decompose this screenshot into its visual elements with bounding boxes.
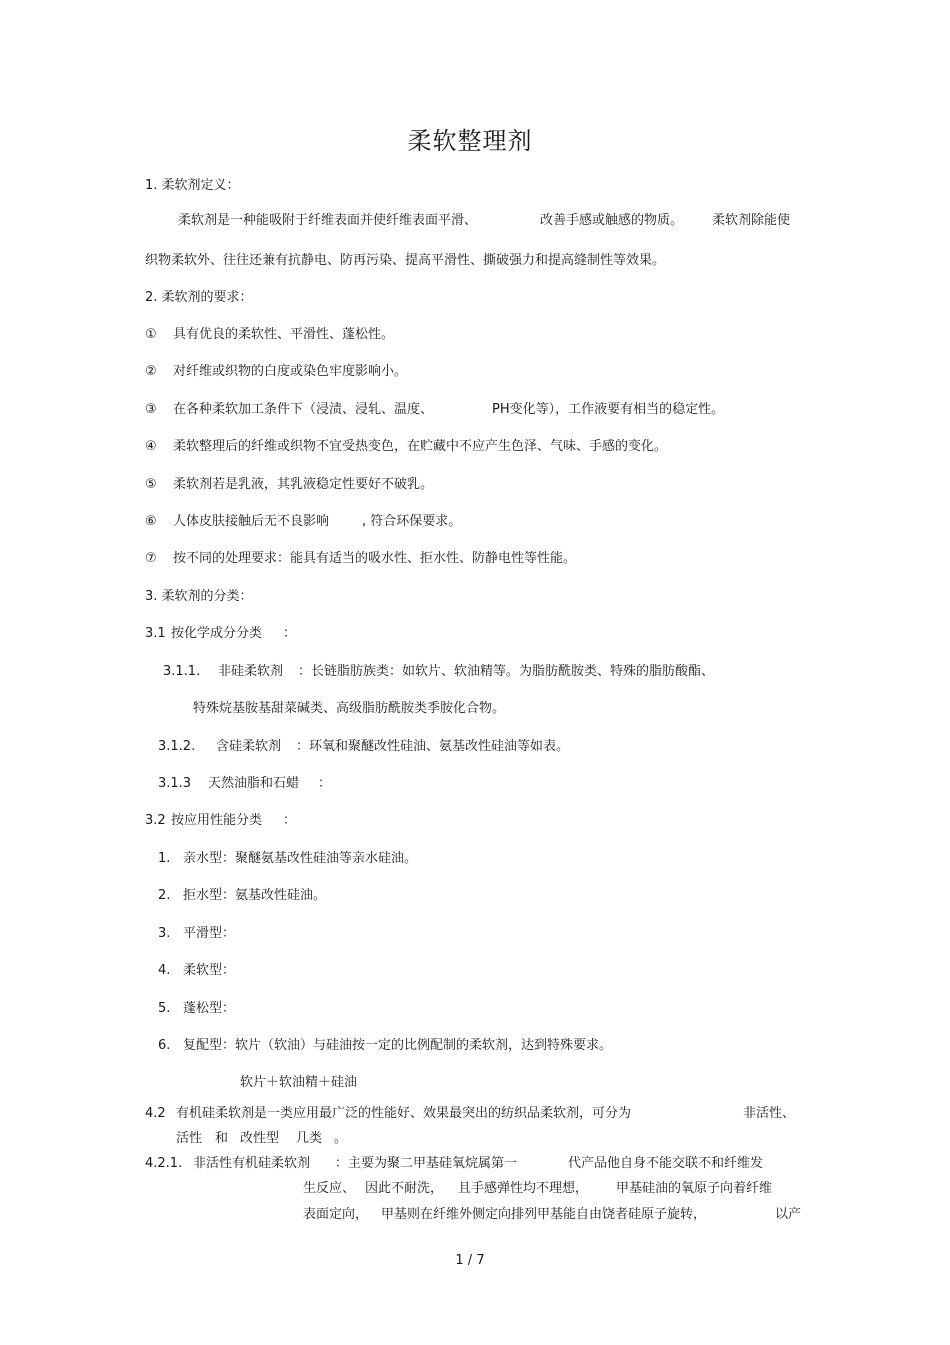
section-4-2-number: 4.2 xyxy=(145,1106,166,1121)
section-4-2-1-text-a: ：主要为聚二甲基硅氧烷属第一 xyxy=(335,1156,518,1171)
section-3-1-2-label: 含硅柔软剂 xyxy=(216,739,282,754)
req-7-number: ⑦ xyxy=(145,551,157,566)
section-4-2-1-line-2-c: 且手感弹性均不理想， xyxy=(458,1181,589,1196)
type-2-text: 拒水型：氨基改性硅油。 xyxy=(183,888,327,903)
section-4-2-1-text-b: 代产品他自身不能交联不和纤维发 xyxy=(568,1156,764,1171)
section-4-2-1-label: 非活性有机硅柔软剂 xyxy=(193,1156,311,1171)
section-3-1-3-number: 3.1.3 xyxy=(158,776,192,791)
section-3-1-heading: 按化学成分分类 xyxy=(171,626,263,641)
document-title: 柔软整理剂 xyxy=(407,127,533,155)
req-4-number: ④ xyxy=(145,439,157,454)
section-1-paragraph-part-c: 柔软剂除能使 xyxy=(712,213,791,228)
section-4-2-line-2-word-1: 活性 xyxy=(176,1131,203,1146)
section-4-2-line-1-a: 有机硅柔软剂是一类应用最广泛的性能好、效果最突出的纺织品柔软剂，可分为 xyxy=(176,1106,632,1121)
section-4-2-line-2-word-2: 和 xyxy=(215,1131,229,1146)
type-6-text: 复配型：软片（软油）与硅油按一定的比例配制的柔软剂，达到特殊要求。 xyxy=(183,1038,613,1053)
section-1-paragraph-part-b: 改善手感或触感的物质。 xyxy=(540,213,684,228)
section-3-1-1-continuation: 特殊烷基胺基甜菜碱类、高级脂肪酰胺类季胺化合物。 xyxy=(193,701,506,716)
section-3-1-2-number: 3.1.2. xyxy=(158,739,196,754)
section-3-1-1-label: 非硅柔软剂 xyxy=(218,664,284,679)
section-3-2-number: 3.2 xyxy=(145,813,166,828)
section-4-2-1-line-2-b: 因此不耐洗， xyxy=(365,1181,444,1196)
section-3-2-colon: ： xyxy=(283,813,297,828)
section-3-1-number: 3.1 xyxy=(145,626,166,641)
type-3-text: 平滑型： xyxy=(183,926,236,941)
req-4-text: 柔软整理后的纤维或织物不宜受热变色，在贮藏中不应产生色泽、气味、手感的变化。 xyxy=(173,439,668,454)
type-1-text: 亲水型：聚醚氨基改性硅油等亲水硅油。 xyxy=(183,851,418,866)
section-4-2-line-2-word-5: 。 xyxy=(334,1131,348,1146)
section-3-heading: 3. 柔软剂的分类： xyxy=(145,589,253,604)
req-7-text: 按不同的处理要求：能具有适当的吸水性、拒水性、防静电性等性能。 xyxy=(173,551,577,566)
section-2-heading: 2. 柔软剂的要求： xyxy=(145,290,253,305)
type-4-number: 4. xyxy=(158,963,171,978)
req-1-number: ① xyxy=(145,327,157,342)
section-1-paragraph-part-a: 柔软剂是一种能吸附于纤维表面并使纤维表面平滑、 xyxy=(178,213,478,228)
req-6-number: ⑥ xyxy=(145,514,157,529)
section-3-1-1-number: 3.1.1. xyxy=(163,664,201,679)
type-2-number: 2. xyxy=(158,888,171,903)
section-4-2-line-2-word-3: 改性型 xyxy=(240,1131,280,1146)
section-4-2-1-number: 4.2.1. xyxy=(145,1156,183,1171)
section-3-1-3-label: 天然油脂和石蜡 xyxy=(208,776,300,791)
section-4-2-line-2-word-4: 几类 xyxy=(296,1131,323,1146)
req-1-text: 具有优良的柔软性、平滑性、蓬松性。 xyxy=(173,327,395,342)
section-4-2-1-line-2-d: 甲基硅油的氧原子向着纤维 xyxy=(616,1181,773,1196)
formula-line: 软片＋软油精＋硅油 xyxy=(240,1075,358,1090)
section-3-1-colon: ： xyxy=(283,626,297,641)
section-1-heading: 1. 柔软剂定义： xyxy=(145,178,240,193)
req-3-number: ③ xyxy=(145,402,157,417)
section-4-2-line-1-b: 非活性、 xyxy=(743,1106,796,1121)
section-3-1-3-colon: ： xyxy=(318,776,332,791)
req-6-text-b: , 符合环保要求。 xyxy=(362,514,462,529)
type-6-number: 6. xyxy=(158,1038,171,1053)
section-4-2-1-line-3-b: 甲基则在纤维外侧定向排列甲基能自由饶者硅原子旋转， xyxy=(381,1207,707,1222)
section-3-1-2-text: ：环氧和聚醚改性硅油、氨基改性硅油等如表。 xyxy=(296,739,570,754)
section-3-1-1-text: ：长链脂肪族类：如软片、软油精等。为脂肪酰胺类、特殊的脂肪酸酯、 xyxy=(298,664,715,679)
req-6-text-a: 人体皮肤接触后无不良影响 xyxy=(173,514,330,529)
type-4-text: 柔软型： xyxy=(183,963,236,978)
section-1-paragraph-line-2: 织物柔软外、往往还兼有抗静电、防再污染、提高平滑性、撕破强力和提高缝制性等效果。 xyxy=(145,253,666,268)
type-3-number: 3. xyxy=(158,926,171,941)
page-number: 1 / 7 xyxy=(455,1253,485,1268)
type-1-number: 1. xyxy=(158,851,171,866)
section-4-2-1-line-3-c: 以产 xyxy=(775,1207,802,1222)
req-2-text: 对纤维或织物的白度或染色牢度影响小。 xyxy=(173,364,408,379)
section-4-2-1-line-3-a: 表面定向， xyxy=(303,1207,369,1222)
section-3-2-heading: 按应用性能分类 xyxy=(171,813,263,828)
req-5-text: 柔软剂若是乳液，其乳液稳定性要好不破乳。 xyxy=(173,477,434,492)
req-3-text-a: 在各种柔软加工条件下（浸渍、浸轧、温度、 xyxy=(173,402,434,417)
type-5-text: 蓬松型： xyxy=(183,1001,236,1016)
req-5-number: ⑤ xyxy=(145,477,157,492)
req-3-text-b: PH变化等），工作液要有相当的稳定性。 xyxy=(492,402,725,417)
section-4-2-1-line-2-a: 生反应、 xyxy=(303,1181,356,1196)
req-2-number: ② xyxy=(145,364,157,379)
type-5-number: 5. xyxy=(158,1001,171,1016)
